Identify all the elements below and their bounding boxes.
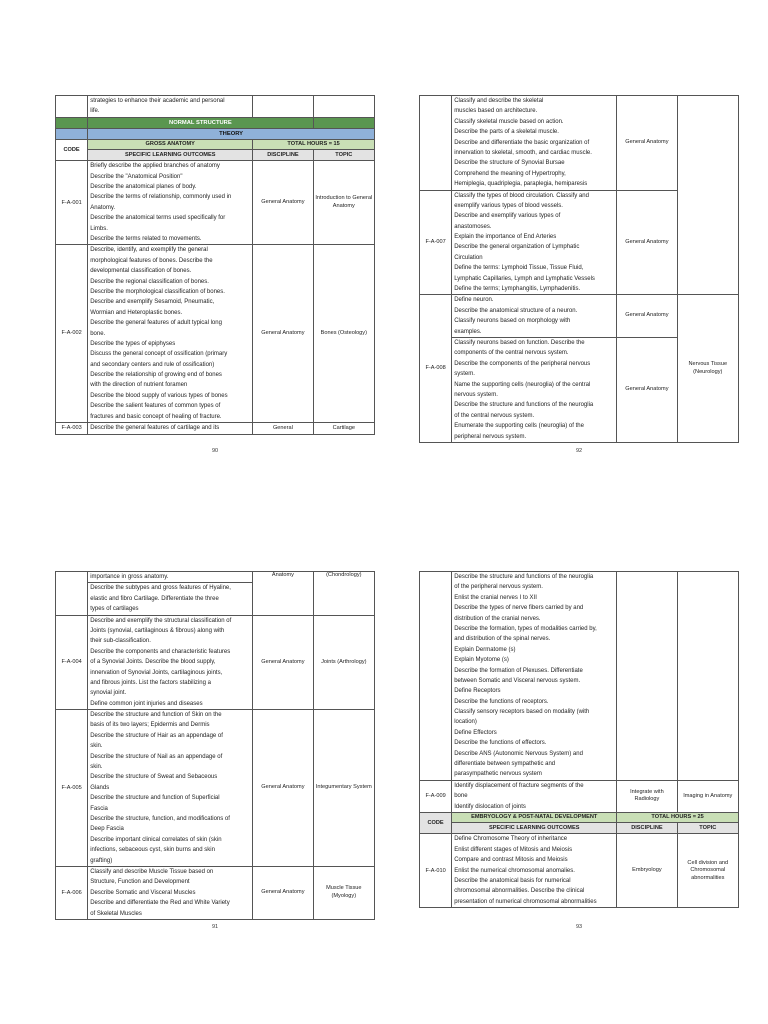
outcome-line: Describe the anatomical planes of body. xyxy=(90,184,197,191)
outcome-line: Describe the anatomical structure of a neuron. xyxy=(454,307,578,314)
discipline-cell: Embryology xyxy=(617,834,677,908)
discipline-cell: General Anatomy xyxy=(253,161,313,245)
row-code: F-A-005 xyxy=(56,710,88,867)
outcome-line: elastic and fibro Cartilage. Differentiate the three xyxy=(90,595,219,602)
outcome-line: Describe and exemplify various types of xyxy=(454,213,561,220)
outcome-line: Describe and differentiate the Red and White Variety xyxy=(90,900,230,907)
outcome-line: Define neuron. xyxy=(454,297,494,304)
outcome-line: differentiate between sympathetic and xyxy=(454,761,556,768)
outcomes-cell xyxy=(452,834,617,908)
page-number: 91 xyxy=(211,924,219,930)
outcome-line: bone xyxy=(454,793,468,800)
discipline-cell: General xyxy=(253,423,313,435)
outcomes-cell xyxy=(452,572,617,781)
slo-header: SPECIFIC LEARNING OUTCOMES xyxy=(88,149,253,161)
code-cell xyxy=(56,117,88,128)
outcome-line: types of cartilages xyxy=(90,606,139,613)
outcome-line: Limbs. xyxy=(90,225,108,232)
subject-header: EMBRYOLOGY & POST-NATAL DEVELOPMENT xyxy=(452,812,617,822)
outcome-line: Describe Somatic and Visceral Muscles xyxy=(90,889,196,896)
outcome-line: Describe the structure, function, and modifications of xyxy=(90,815,230,822)
outcome-line: Describe, identify, and exemplify the general xyxy=(90,247,208,254)
outcome-line: Define common joint injuries and diseases xyxy=(90,700,203,707)
outcome-line: Describe the types of nerve fibers carried by and xyxy=(454,605,584,612)
outcome-line: Lymphatic Capillaries, Lymph and Lymphatic Vessels xyxy=(454,275,595,282)
outcome-line: Describe the types of epiphyses xyxy=(90,340,176,347)
outcome-line: Enlist the cranial nerves I to XII xyxy=(454,594,537,601)
outcome-line: of Skeletal Muscles xyxy=(90,910,142,917)
code-cell xyxy=(56,96,88,118)
total-hours: TOTAL HOURS = 25 xyxy=(617,812,739,822)
outcome-line: Name the supporting cells (neuroglia) of the central xyxy=(454,381,591,388)
outcome-line: infections, sebaceous cyst, skin burns and skin xyxy=(90,847,215,854)
outcome-line: Describe the regional classification of bones. xyxy=(90,278,209,285)
outcome-line: Explain the importance of End Arteries xyxy=(454,234,557,241)
outcome-line: Describe the structure of Synovial Bursae xyxy=(454,160,565,167)
outcome-line: Describe and exemplify Sesamoid, Pneumatic, xyxy=(90,299,215,306)
outcome-line: location) xyxy=(454,719,477,726)
row-code: F-A-010 xyxy=(420,834,452,908)
outcome-line: Describe important clinical correlates of skin (skin xyxy=(90,836,222,843)
outcome-line: their sub-classification. xyxy=(90,638,151,645)
code-header: CODE xyxy=(56,139,88,161)
topic-cell: Cartilage xyxy=(313,423,374,435)
outcome-line: Describe the functions of receptors. xyxy=(454,698,549,705)
outcome-line: skin. xyxy=(90,743,103,750)
outcome-line: synovial joint. xyxy=(90,690,127,697)
outcome-line: Describe the structure and functions of the neuroglia xyxy=(454,574,594,580)
outcomes-cell xyxy=(88,710,253,867)
outcomes-cell xyxy=(452,337,617,442)
discipline-cell: Integrate with Radiology xyxy=(617,780,677,812)
outcome-line: basis of its two layers; Epidermis and Dermis xyxy=(90,722,210,729)
outcome-line: Hemiplegia, quadriplegia, paraplegia, hemiparesis xyxy=(454,181,588,188)
outcome-line: Explain Myotome (s) xyxy=(454,657,509,664)
outcome-line: Describe the general features of adult typical long xyxy=(90,320,222,327)
discipline-cell: General Anatomy xyxy=(617,337,677,442)
outcome-line: Describe the structure of Nail as an appendage of xyxy=(90,753,223,760)
curriculum-table xyxy=(419,95,739,295)
outcome-line: nervous system. xyxy=(454,391,498,398)
outcome-line: fractures and basic concept of healing of fracture. xyxy=(90,413,222,420)
discipline-cell xyxy=(617,572,677,781)
outcome-line: Describe the blood supply of various types of bones xyxy=(90,392,228,399)
topic-cell: Integumentary System xyxy=(313,710,374,867)
outcome-line: Deep Fascia xyxy=(90,826,124,833)
outcome-line: Fascia xyxy=(90,805,108,812)
outcome-line: Circulation xyxy=(454,254,483,261)
code-cell xyxy=(56,128,88,139)
discipline-cell xyxy=(253,96,313,118)
outcome-line: skin. xyxy=(90,764,103,771)
outcome-line: Explain Dermatome (s) xyxy=(454,646,516,653)
outcome-line: Classify and describe the skeletal xyxy=(454,98,544,104)
outcome-line: Describe the components of the peripheral nervous xyxy=(454,360,591,367)
outcome-line: Enlist different stages of Mitosis and Meiosis xyxy=(454,846,573,853)
outcome-line: Describe the anatomical basis for numerical xyxy=(454,878,571,885)
page-number: 93 xyxy=(575,924,583,930)
topic-cell xyxy=(313,96,374,118)
outcome-line: Discuss the general concept of ossification (primary xyxy=(90,351,228,358)
outcomes-cell xyxy=(452,780,617,812)
outcomes-cell xyxy=(88,423,253,435)
outcomes-cell xyxy=(452,295,617,338)
code-header: CODE xyxy=(420,812,452,834)
outcome-line: Describe the relationship of growing end of bones xyxy=(90,372,222,379)
subject-header: GROSS ANATOMY xyxy=(88,139,253,149)
topic-header: TOPIC xyxy=(677,822,738,834)
outcome-line: Describe and differentiate the basic organization of xyxy=(454,139,590,146)
discipline-cell: General Anatomy xyxy=(253,615,313,710)
row-code: F-A-006 xyxy=(56,866,88,919)
outcome-line: grafting) xyxy=(90,857,113,864)
outcome-line: life. xyxy=(90,108,100,115)
code-cell xyxy=(420,572,452,781)
discipline-cell: Anatomy xyxy=(253,572,313,616)
page-93 xyxy=(419,571,739,908)
outcome-line: innervation of Synovial Joints, cartilaginous joints, xyxy=(90,669,223,676)
outcome-line: Describe the subtypes and gross features of Hyaline, xyxy=(90,585,231,592)
outcome-line: presentation of numerical chromosomal abnormalities xyxy=(454,898,597,905)
outcome-line: Define the terms: Lymphoid Tissue, Tissue Fluid, xyxy=(454,265,584,272)
curriculum-table xyxy=(419,571,739,908)
outcome-line: between Somatic and Visceral nervous system. xyxy=(454,677,581,684)
discipline-cell: General Anatomy xyxy=(617,190,677,295)
outcomes-cell xyxy=(88,866,253,919)
outcome-line: Classify neurons based on function. Describe the xyxy=(454,339,585,346)
outcomes-cell xyxy=(88,583,253,615)
outcomes-cell xyxy=(88,615,253,710)
outcome-line: of the central nervous system. xyxy=(454,412,535,419)
outcomes-cell xyxy=(88,96,253,118)
outcome-line: and secondary centers and rule of ossification) xyxy=(90,361,215,368)
topic-cell: Joints (Arthrology) xyxy=(313,615,374,710)
outcome-line: Describe the general features of cartilage and its xyxy=(90,425,220,432)
outcome-line: peripheral nervous system. xyxy=(454,433,527,440)
topic-cell: Nervous Tissue (Neurology) xyxy=(677,295,738,442)
row-code: F-A-002 xyxy=(56,245,88,423)
outcome-line: Classify and describe Muscle Tissue based on xyxy=(90,868,214,875)
topic-cell: (Chondrology) xyxy=(313,572,374,616)
outcome-line: Describe the structure and function of Superficial xyxy=(90,795,220,802)
page-91 xyxy=(55,571,375,920)
outcome-line: Identify displacement of fracture segments of the xyxy=(454,782,584,789)
outcome-line: Describe and exemplify the structural classification of xyxy=(90,617,232,624)
outcome-line: Describe the components and characteristic features xyxy=(90,648,231,655)
outcomes-cell xyxy=(452,190,617,295)
topic-cell xyxy=(677,572,738,781)
outcome-line: muscles based on architecture. xyxy=(454,108,538,115)
outcome-line: innervation to skeletal, smooth, and cardiac muscle. xyxy=(454,149,592,156)
discipline-cell: General Anatomy xyxy=(253,245,313,423)
outcome-line: Identify dislocation of joints xyxy=(454,803,526,810)
outcome-line: Classify neurons based on morphology with xyxy=(454,318,571,325)
outcome-line: Describe the structure and function of Skin on the xyxy=(90,712,222,719)
outcome-line: Define Effectors xyxy=(454,729,497,736)
row-code: F-A-004 xyxy=(56,615,88,710)
outcome-line: Comprehend the meaning of Hypertrophy, xyxy=(454,170,566,177)
total-hours: TOTAL HOURS = 15 xyxy=(253,139,375,149)
outcome-line: Describe the formation of Plexuses. Differentiate xyxy=(454,667,583,674)
outcome-line: Describe the functions of effectors. xyxy=(454,740,547,747)
outcome-line: Describe the "Anatomical Position" xyxy=(90,173,183,180)
discipline-header: DISCIPLINE xyxy=(617,822,677,834)
code-cell xyxy=(56,572,88,616)
curriculum-table xyxy=(55,571,375,920)
outcomes-cell xyxy=(88,572,253,583)
outcome-line: Describe the anatomical terms used specifically for xyxy=(90,215,226,222)
outcome-line: Describe the structure of Sweat and Sebaceous xyxy=(90,774,218,781)
outcome-line: Classify sensory receptors based on modality (with xyxy=(454,709,590,716)
discipline-cell: General Anatomy xyxy=(617,96,677,191)
outcome-line: Structure, Function and Development xyxy=(90,879,190,886)
topic-cell: Bones (Osteology) xyxy=(313,245,374,423)
outcome-line: with the direction of nutrient foramen xyxy=(90,382,188,389)
topic-cell: Imaging in Anatomy xyxy=(677,780,738,812)
page-number: 92 xyxy=(575,448,583,454)
outcome-line: Describe the parts of a skeletal muscle. xyxy=(454,129,559,136)
topic-cell xyxy=(313,117,374,128)
outcome-line: chromosomal abnormalities. Describe the clinical xyxy=(454,888,585,895)
outcome-line: Anatomy. xyxy=(90,204,116,211)
outcomes-cell xyxy=(88,161,253,245)
outcome-line: Enlist the numerical chromosomal anomalies. xyxy=(454,867,575,874)
theory-header: THEORY xyxy=(88,128,375,139)
page-92 xyxy=(419,95,739,443)
curriculum-table xyxy=(55,95,375,435)
topic-header: TOPIC xyxy=(313,149,374,161)
outcome-line: importance in gross anatomy. xyxy=(90,574,169,580)
row-code: F-A-007 xyxy=(420,190,452,295)
outcome-line: Describe the morphological classification of bones. xyxy=(90,288,225,295)
outcomes-cell xyxy=(452,96,617,191)
discipline-cell: General Anatomy xyxy=(253,866,313,919)
outcome-line: strategies to enhance their academic and personal xyxy=(90,98,225,104)
row-code: F-A-008 xyxy=(420,295,452,442)
outcome-line: Define Receptors xyxy=(454,688,501,695)
row-code: F-A-009 xyxy=(420,780,452,812)
outcome-line: exemplify various types of blood vessels. xyxy=(454,202,563,209)
outcome-line: distribution of the cranial nerves. xyxy=(454,615,541,622)
outcome-line: system. xyxy=(454,371,475,378)
outcome-line: Describe the general organization of Lymphatic xyxy=(454,244,580,251)
outcome-line: Describe the structure of Hair as an appendage of xyxy=(90,732,223,739)
outcome-line: anastomoses. xyxy=(454,223,492,230)
outcome-line: Define the terms; Lymphangitis, Lymphadenitis. xyxy=(454,286,581,293)
outcome-line: Joints (synovial, cartilaginous & fibrous) along with xyxy=(90,627,225,634)
outcome-line: Describe ANS (Autonomic Nervous System) and xyxy=(454,750,583,757)
slo-header: SPECIFIC LEARNING OUTCOMES xyxy=(452,822,617,834)
outcomes-cell xyxy=(88,245,253,423)
outcome-line: Classify skeletal muscle based on action. xyxy=(454,118,564,125)
outcome-line: of the peripheral nervous system. xyxy=(454,584,543,591)
outcome-line: Briefly describe the applied branches of anatomy xyxy=(90,163,220,170)
outcome-line: Describe the structure and functions of the neuroglia xyxy=(454,402,594,409)
curriculum-table-continued xyxy=(419,294,739,442)
topic-cell: Cell division and Chromosomal abnormalities xyxy=(677,834,738,908)
section-header: NORMAL STRUCTURE xyxy=(88,117,313,128)
outcome-line: components of the central nervous system. xyxy=(454,350,569,357)
outcome-line: Describe the formation, types of modalities carried by, xyxy=(454,625,597,632)
outcome-line: Glands xyxy=(90,784,110,791)
topic-cell: Introduction to General Anatomy xyxy=(313,161,374,245)
page-90 xyxy=(55,95,375,435)
discipline-cell: General Anatomy xyxy=(253,710,313,867)
outcome-line: Compare and contrast Mitosis and Meiosis xyxy=(454,857,568,864)
topic-cell xyxy=(677,96,738,295)
discipline-cell: General Anatomy xyxy=(617,295,677,338)
outcome-line: Wormian and Heteroplastic bones. xyxy=(90,309,183,316)
discipline-header: DISCIPLINE xyxy=(253,149,313,161)
outcome-line: Classify the types of blood circulation. Classify and xyxy=(454,192,589,199)
outcome-line: and fibrous joints. List the factors stabilizing a xyxy=(90,679,211,686)
outcome-line: parasympathetic nervous system xyxy=(454,771,542,778)
outcome-line: developmental classification of bones. xyxy=(90,268,192,275)
outcome-line: and distribution of the spinal nerves. xyxy=(454,636,551,643)
outcome-line: Describe the terms of relationship, commonly used in xyxy=(90,194,232,201)
topic-cell: Muscle Tissue (Myology) xyxy=(313,866,374,919)
outcome-line: of a Synovial Joints. Describe the blood supply, xyxy=(90,659,216,666)
outcome-line: Describe the terms related to movements. xyxy=(90,236,202,243)
outcome-line: Define Chromosome Theory of inheritance xyxy=(454,836,568,843)
row-code: F-A-003 xyxy=(56,423,88,435)
code-cell xyxy=(420,96,452,191)
outcome-line: Describe the salient features of common types of xyxy=(90,403,221,410)
page-number: 90 xyxy=(211,448,219,454)
outcome-line: bone. xyxy=(90,330,106,337)
outcome-line: morphological features of bones. Describe the xyxy=(90,257,213,264)
outcome-line: Enumerate the supporting cells (neuroglia) of the xyxy=(454,423,584,430)
row-code: F-A-001 xyxy=(56,161,88,245)
outcome-line: examples. xyxy=(454,328,482,335)
